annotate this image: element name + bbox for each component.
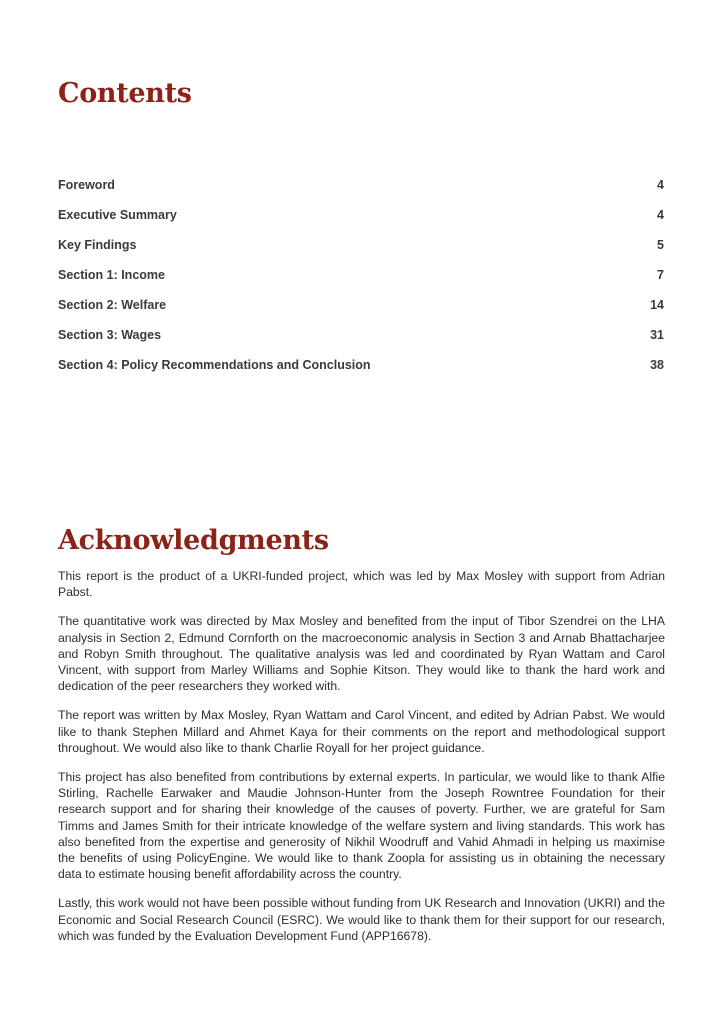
table-of-contents (58, 170, 664, 380)
acknowledgments-paragraph: Lastly, this work would not have been possible without funding from UK Research and Innovation (UKRI) and the Economic and Social Research Council (ESRC). We would like to thank them for their support for our research, which was funded by the Evaluation Development Fund (APP16678). (58, 896, 665, 943)
toc-entry-page: 14 (650, 298, 664, 312)
toc-entry-section-4[interactable] (58, 350, 664, 380)
toc-entry-label: Executive Summary (58, 208, 177, 222)
acknowledgments-paragraph: The report was written by Max Mosley, Ryan Wattam and Carol Vincent, and edited by Adrian Pabst. We would like to thank Stephen Millard and Ahmet Kaya for their comments on the report and methodological support throughout. We would also like to thank Charlie Royall for her project guidance. (58, 708, 665, 755)
toc-entry-section-1[interactable] (58, 260, 664, 290)
toc-entry-label: Section 1: Income (58, 268, 165, 282)
toc-entry-foreword[interactable] (58, 170, 664, 200)
toc-entry-label: Section 3: Wages (58, 328, 162, 342)
acknowledgments-heading: Acknowledgments (58, 525, 329, 556)
toc-entry-page: 4 (657, 178, 664, 192)
toc-entry-page: 7 (657, 268, 664, 282)
toc-entry-executive-summary[interactable] (58, 200, 664, 230)
toc-entry-key-findings[interactable] (58, 230, 664, 260)
toc-entry-label: Section 4: Policy Recommendations and Conclusion (58, 358, 371, 372)
toc-entry-page: 38 (650, 358, 664, 372)
toc-entry-section-3[interactable] (58, 320, 664, 350)
acknowledgments-paragraph: This report is the product of a UKRI-funded project, which was led by Max Mosley with support from Adrian Pabst. (58, 569, 665, 600)
toc-entry-label: Foreword (58, 178, 115, 192)
acknowledgments-paragraph: This project has also benefited from contributions by external experts. In particular, we would like to thank Alfie Stirling, Rachelle Earwaker and Maudie Johnson-Hunter from the Joseph Rowntree Foundation for their research support and for sharing their knowledge of the causes of poverty. Further, we are grateful for Sam Timms and James Smith for their intricate knowledge of the welfare system and living standards. This work has also benefited from the expertise and generosity of Nikhil Woodruff and Vahid Ahmadi in helping us maximise the benefits of using PolicyEngine. We would like to thank Zoopla for assisting us in obtaining the necessary data to estimate housing benefit affordability across the country. (58, 770, 665, 882)
acknowledgments-paragraph: The quantitative work was directed by Max Mosley and benefited from the input of Tibor Szendrei on the LHA analysis in Section 2, Edmund Cornforth on the macroeconomic analysis in Section 3 and Arnab Bhattacharjee and Robyn Smith throughout. The qualitative analysis was led and coordinated by Ryan Wattam and Carol Vincent, with support from Marley Williams and Sophie Kitson. They would like to thank the hard work and dedication of the peer researchers they worked with. (58, 614, 665, 694)
toc-entry-section-2[interactable] (58, 290, 664, 320)
toc-entry-label: Key Findings (58, 238, 137, 252)
acknowledgments-body (58, 568, 665, 957)
toc-entry-page: 31 (650, 328, 664, 342)
toc-entry-label: Section 2: Welfare (58, 298, 167, 312)
contents-heading: Contents (58, 78, 192, 109)
toc-entry-page: 4 (657, 208, 664, 222)
toc-entry-page: 5 (657, 238, 664, 252)
